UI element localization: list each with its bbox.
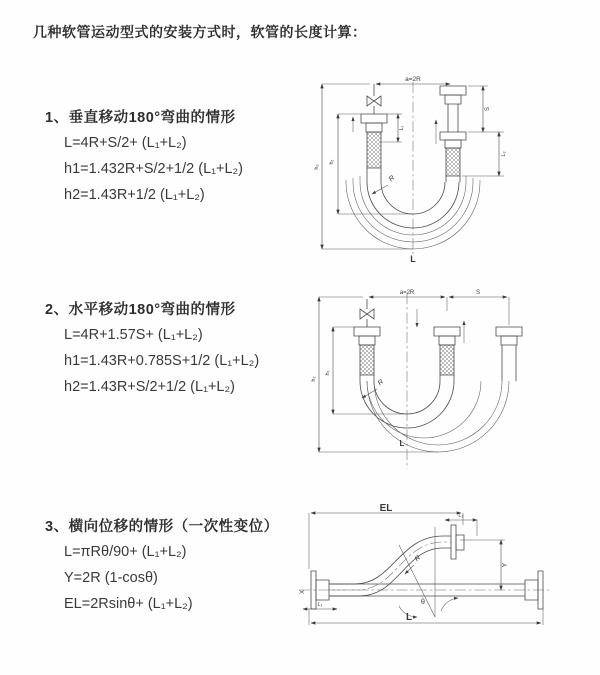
dimension-a-2r (319, 290, 445, 297)
section-horizontal-movement (45, 298, 259, 400)
dim-label-a2r: a=2R (405, 76, 421, 83)
movement-arrow-up (353, 117, 436, 144)
section-1-heading: 1、垂直移动180°弯曲的情形 (45, 110, 236, 126)
dim-label-h2: h₂ (314, 164, 320, 170)
section-3-heading: 3、横向位移的情形（一次性变位） (45, 519, 279, 535)
dim-label-l1: L₁ (399, 125, 405, 131)
dimension-l (309, 609, 543, 625)
dim-label-s: S (475, 290, 481, 296)
formula-line: h2=1.43R+S/2+1/2 (L₁+L₂) (64, 379, 235, 395)
radius-label: R (387, 174, 397, 184)
left-end-fitting (361, 114, 387, 168)
hose-u-bend (360, 375, 509, 452)
dimension-y (501, 540, 509, 590)
formula-line: Y=2R (1-cosθ) (64, 570, 158, 586)
middle-end-fitting (434, 327, 460, 375)
angle-construction (399, 527, 458, 617)
section-2-heading: 2、水平移动180°弯曲的情形 (45, 302, 236, 318)
formula-line: EL=2Rsinθ+ (L₁+L₂) (64, 596, 193, 612)
dimension-l1 (303, 602, 337, 609)
dim-label-x: X (300, 589, 306, 595)
dim-label-l1: L₁ (317, 602, 323, 608)
valve-icon (367, 84, 381, 114)
length-label: L (405, 612, 413, 623)
upper-flange-fitting (451, 525, 505, 559)
dimension-a-2r (322, 76, 450, 84)
radius-label: R (376, 378, 386, 388)
radius-leader (372, 175, 396, 194)
dimension-l2 (462, 132, 507, 176)
dim-label-el: EL (379, 503, 393, 514)
length-label: L (410, 254, 416, 264)
dim-label-y: Y (502, 562, 509, 568)
diagram-horizontal-u-bend (309, 281, 539, 479)
dim-label-s: S (485, 106, 491, 112)
dimension-l1 (381, 114, 405, 142)
right-end-fitting (496, 327, 522, 381)
dimension-s (468, 86, 504, 132)
dim-label-a2r: a=2R (399, 290, 415, 296)
page-title: 几种软管运动型式的安装方式时，软管的长度计算： (33, 24, 367, 40)
dim-label-l2: L₂ (501, 151, 507, 157)
dimension-s (447, 290, 509, 325)
left-end-fitting (354, 327, 380, 375)
formula-line: L=4R+S/2+ (L₁+L₂) (64, 135, 187, 151)
diagram-vertical-u-bend (312, 70, 524, 266)
diagram-lateral-displacement (295, 503, 557, 639)
angle-label: θ (421, 599, 425, 606)
dimension-l2 (445, 513, 477, 536)
dim-label-h1: h₁ (325, 370, 331, 376)
formula-line: h1=1.432R+S/2+1/2 (L₁+L₂) (64, 161, 244, 177)
section-lateral-displacement (45, 515, 279, 617)
valve-icon (360, 299, 374, 327)
dimension-h2 (314, 84, 413, 249)
formula-line: h2=1.43R+1/2 (L₁+L₂) (64, 187, 205, 203)
radius-label: R (413, 554, 423, 564)
dim-label-l2: L₂ (458, 513, 464, 519)
right-end-fitting (440, 86, 466, 182)
section-vertical-movement (45, 106, 243, 208)
length-label: L (399, 439, 405, 448)
formula-line: L=4R+1.57S+ (L₁+L₂) (64, 327, 203, 343)
dim-label-h1: h₁ (329, 159, 335, 165)
formula-line: h1=1.43R+0.785S+1/2 (L₁+L₂) (64, 353, 260, 369)
formula-line: L=πRθ/90+ (L₁+L₂) (64, 544, 187, 560)
hose-displaced-position (329, 536, 451, 596)
dim-label-h2: h₂ (311, 376, 317, 382)
radius-leader (405, 555, 422, 574)
